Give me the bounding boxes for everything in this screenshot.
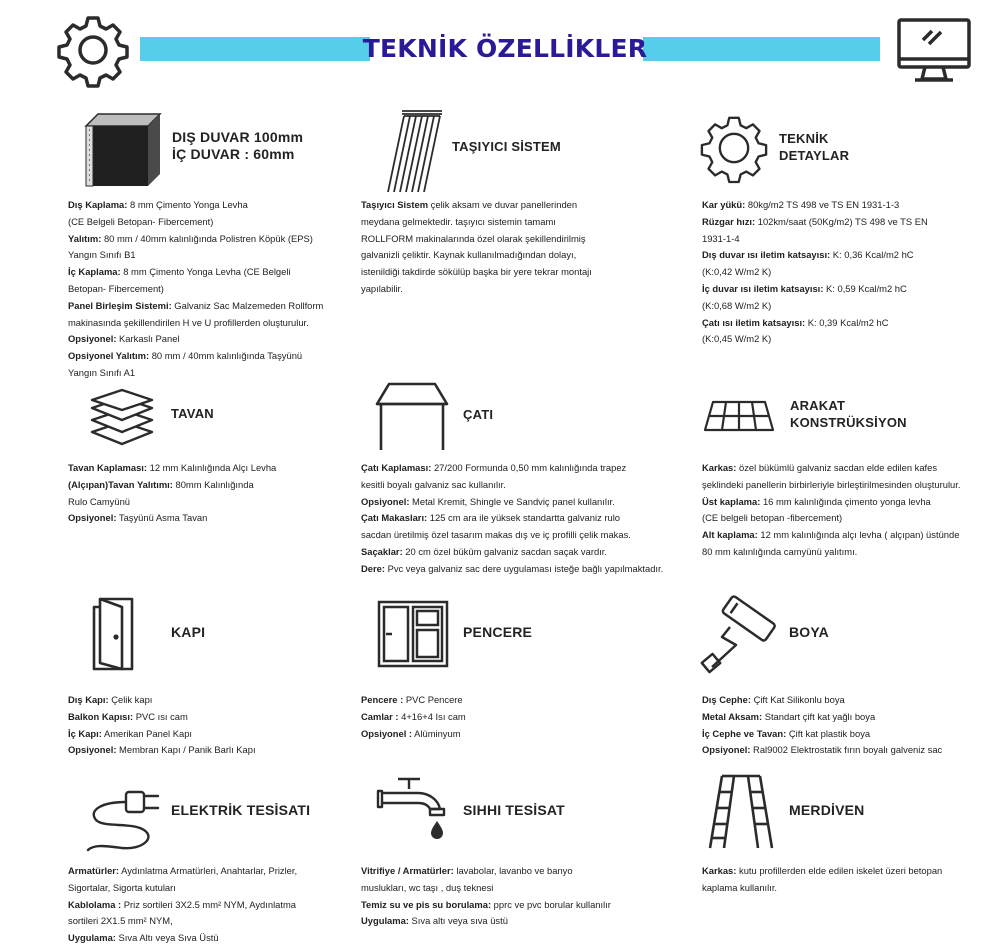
spec-value: 16 mm kalınlığında çimento yonga levha xyxy=(760,495,931,507)
spec-line xyxy=(702,460,960,477)
spec-value: pprc ve pvc borular kullanılır xyxy=(491,898,611,910)
spec-line xyxy=(702,231,928,248)
spec-value: 80mm Kalınlığında xyxy=(172,478,254,490)
spec-line xyxy=(361,913,611,930)
spec-line xyxy=(68,510,276,527)
spec-label: Çatı Makasları: xyxy=(361,512,428,524)
spec-line xyxy=(702,298,928,315)
section-heading-window: PENCERE xyxy=(463,624,533,640)
section-text-paint xyxy=(702,692,942,759)
spec-label: Dış Kapı: xyxy=(68,694,109,705)
spec-line xyxy=(702,709,942,726)
spec-label: Kar yükü: xyxy=(702,199,746,210)
spec-line xyxy=(361,477,663,494)
spec-value: Membran Kapı / Panik Barlı Kapı xyxy=(116,744,256,756)
spec-value: meydana gelmektedir. taşıyıcı sistemin tamamı xyxy=(361,215,556,227)
spec-label: Temiz su ve pis su borulama: xyxy=(361,898,492,910)
spec-line xyxy=(68,197,323,214)
spec-value: (K:0,68 W/m2 K) xyxy=(702,299,772,311)
spec-value: Pvc veya galvaniz sac dere uygulaması isteğe bağlı yapılmaktadır. xyxy=(384,562,664,574)
door-icon xyxy=(92,597,134,671)
header-bar-left xyxy=(140,37,370,61)
layers-icon xyxy=(90,388,154,446)
section-heading-carrier: TAŞIYICI SİSTEM xyxy=(452,139,561,154)
section-heading-technical: TEKNİK DETAYLAR xyxy=(779,131,850,163)
paint-roller-icon xyxy=(700,597,776,671)
spec-label: Camlar : xyxy=(361,710,399,722)
section-heading-roof: ÇATI xyxy=(463,407,494,422)
spec-line xyxy=(361,510,663,527)
spec-line xyxy=(68,348,323,365)
spec-value: makinasında şekillendirilen H ve U profillerden oluşturulur. xyxy=(68,316,309,328)
spec-value: 27/200 Formunda 0,50 mm kalınlığında trapez xyxy=(431,462,627,473)
spec-value: K: 0,59 Kcal/m2 hC xyxy=(823,282,907,294)
spec-value: Standart çift kat yağlı boya xyxy=(762,710,876,722)
spec-value: Betopan- Fibercement) xyxy=(68,282,164,294)
floor-grid-icon xyxy=(703,400,775,432)
spec-line xyxy=(702,214,928,231)
section-text-plumbing xyxy=(361,863,611,930)
spec-value: muslukları, wc taşı , duş teknesi xyxy=(361,881,494,893)
spec-value: Ral9002 Elektrostatik fırın boyalı galveniz sac xyxy=(750,744,943,756)
spec-line xyxy=(702,197,928,214)
spec-value: 4+16+4 Isı cam xyxy=(398,710,466,722)
spec-value: istenildiği takdirde sökülüp başka bir yere tekrar montajı xyxy=(361,266,592,278)
section-text-wall xyxy=(68,197,323,382)
spec-value: Rulo Camyünü xyxy=(68,495,131,507)
spec-value: Taşyünü Asma Tavan xyxy=(116,512,208,524)
spec-line xyxy=(361,561,663,578)
spec-line xyxy=(68,365,323,382)
section-text-technical xyxy=(702,197,928,348)
spec-label: Uygulama: xyxy=(361,915,409,927)
monitor-icon xyxy=(897,18,971,84)
spec-line xyxy=(702,726,942,743)
spec-value: PVC ısı cam xyxy=(133,710,188,722)
spec-line xyxy=(361,897,611,914)
spec-label: Karkas: xyxy=(702,865,737,876)
spec-line xyxy=(68,742,256,759)
spec-line xyxy=(361,863,611,880)
spec-line xyxy=(361,544,663,561)
spec-value: sacdan üretilmiş özel tasarım makas dış ve iç profilli çelik makas. xyxy=(361,529,631,541)
spec-line xyxy=(68,477,276,494)
spec-label: Opsiyonel : xyxy=(361,727,413,739)
spec-value: 8 mm Çimento Yonga Levha xyxy=(127,199,248,210)
spec-label: Opsiyonel Yalıtım: xyxy=(68,350,150,362)
spec-line xyxy=(702,510,960,527)
spec-value: Sigortalar, Sigorta kutuları xyxy=(68,881,176,893)
gear-icon xyxy=(57,14,129,86)
spec-line xyxy=(68,315,323,332)
section-heading-mezzanine: ARAKAT KONSTRÜKSİYON xyxy=(790,398,907,430)
spec-label: Rüzgar hızı: xyxy=(702,215,756,227)
spec-value: 80kg/m2 TS 498 ve TS EN 1931-1-3 xyxy=(745,199,900,210)
spec-value: 12 mm kalınlığında alçı levha ( alçıpan) üstünde xyxy=(757,529,960,541)
section-text-electric xyxy=(68,863,297,947)
spec-line xyxy=(68,214,323,231)
spec-value: 12 mm Kalınlığında Alçı Levha xyxy=(147,462,277,473)
spec-line xyxy=(702,692,942,709)
spec-label: Opsiyonel: xyxy=(68,333,117,345)
spec-line xyxy=(702,331,928,348)
spec-label: Çatı Kaplaması: xyxy=(361,462,432,473)
spec-value: lavabolar, lavanbo ve banyo xyxy=(453,865,573,876)
section-text-window xyxy=(361,692,466,742)
spec-value: K: 0,39 Kcal/m2 hC xyxy=(805,316,889,328)
spec-value: Çift kat plastik boya xyxy=(786,727,871,739)
spec-value: 8 mm Çimento Yonga Levha (CE Belgeli xyxy=(120,266,291,278)
spec-label: Opsiyonel: xyxy=(361,495,410,507)
spec-line xyxy=(361,264,592,281)
spec-label: Armatürler: xyxy=(68,865,120,876)
spec-line xyxy=(361,247,592,264)
spec-label: İç Kaplama: xyxy=(68,266,121,278)
spec-line xyxy=(702,742,942,759)
spec-line xyxy=(68,331,323,348)
section-text-mezzanine xyxy=(702,460,960,561)
spec-value: Yangın Sınıfı A1 xyxy=(68,366,136,378)
spec-value: 102km/saat (50Kg/m2) TS 498 ve TS EN xyxy=(755,215,928,227)
spec-line xyxy=(68,692,256,709)
spec-label: Opsiyonel: xyxy=(68,512,117,524)
faucet-icon xyxy=(376,775,450,839)
spec-line xyxy=(68,726,256,743)
spec-line xyxy=(702,494,960,511)
spec-line xyxy=(68,264,323,281)
spec-label: Alt kaplama: xyxy=(702,529,758,541)
spec-line xyxy=(361,197,592,214)
spec-line xyxy=(361,880,611,897)
spec-value: 125 cm ara ile yüksek standartta galvaniz rulo xyxy=(427,512,620,524)
spec-line xyxy=(68,494,276,511)
section-text-stairs xyxy=(702,863,942,897)
spec-line xyxy=(702,544,960,561)
spec-line xyxy=(361,709,466,726)
section-heading-wall: DIŞ DUVAR 100mm İÇ DUVAR : 60mm xyxy=(172,129,304,162)
spec-line xyxy=(361,692,466,709)
spec-line xyxy=(68,460,276,477)
spec-line xyxy=(702,477,960,494)
roof-icon xyxy=(375,380,449,452)
spec-label: Vitrifiye / Armatürler: xyxy=(361,865,454,876)
carrier-system-icon xyxy=(384,108,446,196)
spec-line xyxy=(361,281,592,298)
gear-outline-icon xyxy=(700,114,768,182)
spec-value: 80 mm / 40mm kalınlığında Taşyünü xyxy=(149,350,303,362)
spec-value: şeklindeki panellerin birbirleriyle birleştirilmesinden oluşturulur. xyxy=(702,478,961,490)
spec-line xyxy=(361,214,592,231)
spec-value: Priz sortileri 3X2.5 mm² NYM, Aydınlatma xyxy=(121,898,297,910)
spec-label: (Alçıpan)Tavan Yalıtımı: xyxy=(68,478,173,490)
spec-line xyxy=(702,527,960,544)
spec-line xyxy=(702,315,928,332)
spec-line xyxy=(361,726,466,743)
spec-line xyxy=(702,281,928,298)
spec-value: (K:0,45 W/m2 K) xyxy=(702,333,772,345)
spec-value: 20 cm özel büküm galvaniz sacdan saçak vardır. xyxy=(402,545,607,557)
spec-label: Uygulama: xyxy=(68,932,116,944)
spec-value: 80 mm kalınlığında camyünü yalıtımı. xyxy=(702,545,858,557)
spec-line xyxy=(702,264,928,281)
section-text-ceiling xyxy=(68,460,276,527)
spec-value: yapılabilir. xyxy=(361,282,403,294)
plug-icon xyxy=(82,780,164,856)
spec-label: Dış duvar ısı iletim katsayısı: xyxy=(702,249,831,261)
spec-value: Aydınlatma Armatürleri, Anahtarlar, Prizler, xyxy=(119,865,298,876)
section-text-roof xyxy=(361,460,663,578)
spec-value: kaplama kullanılır. xyxy=(702,881,778,893)
spec-label: Çatı ısı iletim katsayısı: xyxy=(702,316,806,328)
wall-panel-icon xyxy=(84,112,162,188)
spec-line xyxy=(68,281,323,298)
spec-value: Sıva Altı veya Sıva Üstü xyxy=(115,932,219,944)
section-heading-electric: ELEKTRİK TESİSATI xyxy=(171,802,311,818)
spec-line xyxy=(68,863,297,880)
spec-value: çelik aksam ve duvar panellerinden xyxy=(428,199,578,210)
spec-label: Dış Kaplama: xyxy=(68,199,128,210)
section-text-door xyxy=(68,692,256,759)
ladder-icon xyxy=(708,774,774,850)
spec-line xyxy=(702,247,928,264)
spec-label: Metal Aksam: xyxy=(702,710,763,722)
spec-label: Opsiyonel: xyxy=(68,744,117,756)
spec-label: Pencere : xyxy=(361,694,404,705)
spec-line xyxy=(702,880,942,897)
spec-line xyxy=(68,709,256,726)
spec-label: Balkon Kapısı: xyxy=(68,710,134,722)
spec-label: Dış Cephe: xyxy=(702,694,751,705)
spec-value: Çift Kat Silikonlu boya xyxy=(750,694,845,705)
spec-line xyxy=(702,863,942,880)
spec-value: Karkaslı Panel xyxy=(116,333,180,345)
spec-label: İç Kapı: xyxy=(68,727,102,739)
spec-value: (K:0,42 W/m2 K) xyxy=(702,266,772,278)
spec-value: K: 0,36 Kcal/m2 hC xyxy=(830,249,914,261)
section-heading-door: KAPI xyxy=(171,624,206,640)
spec-line xyxy=(68,880,297,897)
spec-line xyxy=(361,231,592,248)
section-heading-paint: BOYA xyxy=(789,624,829,640)
spec-value: Metal Kremit, Shingle ve Sandviç panel kullanılır. xyxy=(409,495,615,507)
spec-value: (CE belgeli betopan -fibercement) xyxy=(702,512,843,524)
window-icon xyxy=(377,600,449,668)
spec-value: ROLLFORM makinalarında özel olarak şekillendirilmiş xyxy=(361,232,586,244)
spec-label: Opsiyonel: xyxy=(702,744,751,756)
spec-label: Üst kaplama: xyxy=(702,495,761,507)
section-heading-stairs: MERDİVEN xyxy=(789,802,865,818)
spec-line xyxy=(361,527,663,544)
header-bar-right xyxy=(643,37,880,61)
spec-line xyxy=(68,913,297,930)
spec-value: 80 mm / 40mm kalınlığında Polistren Köpük (EPS) xyxy=(101,232,313,244)
spec-value: galvanizli çeliktir. Kaynak kullanılmadığından dolayı, xyxy=(361,249,577,261)
spec-value: özel bükümlü galvaniz sacdan elde edilen kafes xyxy=(736,462,938,473)
spec-value: kutu profillerden elde edilen iskelet üzeri betopan xyxy=(736,865,943,876)
spec-label: Panel Birleşim Sistemi: xyxy=(68,299,172,311)
spec-label: Kablolama : xyxy=(68,898,122,910)
spec-label: Saçaklar: xyxy=(361,545,403,557)
spec-value: Çelik kapı xyxy=(108,694,153,705)
spec-line xyxy=(68,930,297,947)
spec-line xyxy=(68,247,323,264)
spec-label: İç duvar ısı iletim katsayısı: xyxy=(702,282,824,294)
spec-value: Alüminyum xyxy=(412,727,461,739)
spec-line xyxy=(68,231,323,248)
spec-label: Yalıtım: xyxy=(68,232,102,244)
spec-value: PVC Pencere xyxy=(403,694,463,705)
spec-value: Sıva altı veya sıva üstü xyxy=(408,915,508,927)
spec-label: Tavan Kaplaması: xyxy=(68,462,148,473)
spec-label: İç Cephe ve Tavan: xyxy=(702,727,787,739)
page-title: TEKNİK ÖZELLİKLER xyxy=(362,34,648,63)
spec-line xyxy=(361,494,663,511)
spec-value: Amerikan Panel Kapı xyxy=(101,727,193,739)
spec-line xyxy=(68,897,297,914)
spec-line xyxy=(361,460,663,477)
spec-label: Dere: xyxy=(361,562,385,574)
spec-label: Taşıyıcı Sistem xyxy=(361,199,429,210)
spec-label: Karkas: xyxy=(702,462,737,473)
spec-value: (CE Belgeli Betopan- Fibercement) xyxy=(68,215,214,227)
spec-value: Yangın Sınıfı B1 xyxy=(68,249,136,261)
section-heading-ceiling: TAVAN xyxy=(171,406,214,421)
spec-value: 1931-1-4 xyxy=(702,232,740,244)
section-heading-plumbing: SIHHI TESİSAT xyxy=(463,802,565,818)
spec-value: kesitli boyalı galvaniz sac kullanılır. xyxy=(361,478,506,490)
spec-value: sortileri 2X1.5 mm² NYM, xyxy=(68,915,173,927)
spec-value: Galvaniz Sac Malzemeden Rollform xyxy=(171,299,324,311)
section-text-carrier xyxy=(361,197,592,298)
spec-line xyxy=(68,298,323,315)
